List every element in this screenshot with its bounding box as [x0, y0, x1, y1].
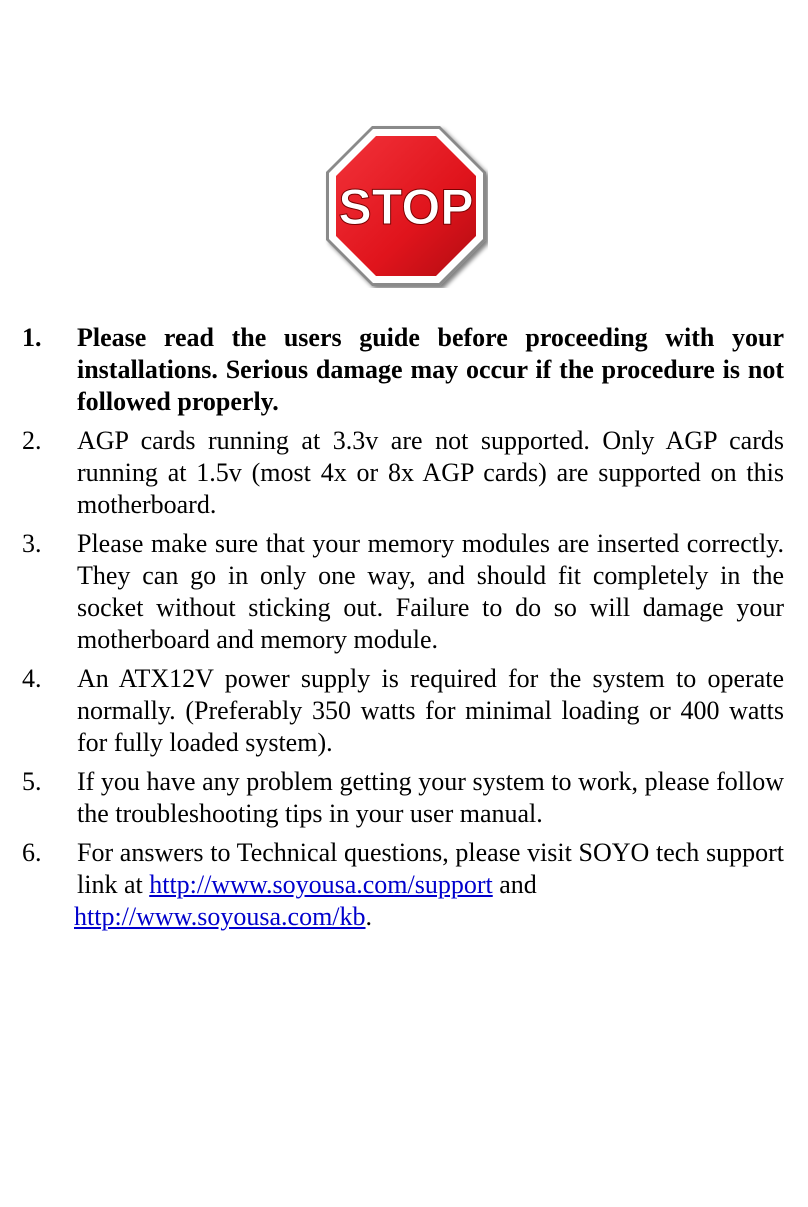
item-text: AGP cards running at 3.3v are not supported. Only AGP cards running at 1.5v (most 4x or 8x AGP cards) are supported on this motherboard.: [77, 426, 784, 519]
item-number: 3.: [22, 529, 42, 558]
support-link[interactable]: http://www.soyousa.com/support: [149, 870, 493, 899]
item-text: An ATX12V power supply is required for the system to operate normally. (Preferably 350 watts for minimal loading or 400 watts for fully loaded system).: [77, 664, 784, 757]
item-text-middle: and: [499, 870, 537, 899]
kb-link[interactable]: http://www.soyousa.com/kb: [74, 902, 366, 931]
kb-link-line: [74, 901, 784, 933]
item-number: 6.: [22, 838, 42, 867]
list-item: [22, 837, 784, 933]
list-item: [22, 766, 784, 830]
list-item: [22, 663, 784, 759]
item-number: 1.: [22, 323, 42, 352]
item-text-after: .: [365, 902, 373, 931]
stop-sign-label: STOP: [338, 179, 474, 235]
list-item: [22, 322, 784, 418]
item-number: 4.: [22, 664, 42, 693]
item-text-before: For answers to Technical questions, please visit SOYO tech support link at: [77, 838, 784, 899]
item-text: If you have any problem getting your system to work, please follow the troubleshooting tips in your user manual.: [77, 767, 784, 828]
list-item: [22, 425, 784, 521]
stop-sign-icon: [324, 124, 488, 288]
item-number: 2.: [22, 426, 42, 455]
item-text: Please make sure that your memory modules are inserted correctly. They can go in only one way, and should fit completely in the socket without sticking out. Failure to do so will damage your motherboard and memory module.: [77, 529, 784, 654]
item-text-with-links: [74, 837, 784, 933]
notice-list: [22, 322, 784, 940]
item-text: Please read the users guide before proceeding with your installations. Serious damage may occur if the procedure is not followed properly.: [77, 323, 784, 416]
item-number: 5.: [22, 767, 42, 796]
list-item: [22, 528, 784, 656]
